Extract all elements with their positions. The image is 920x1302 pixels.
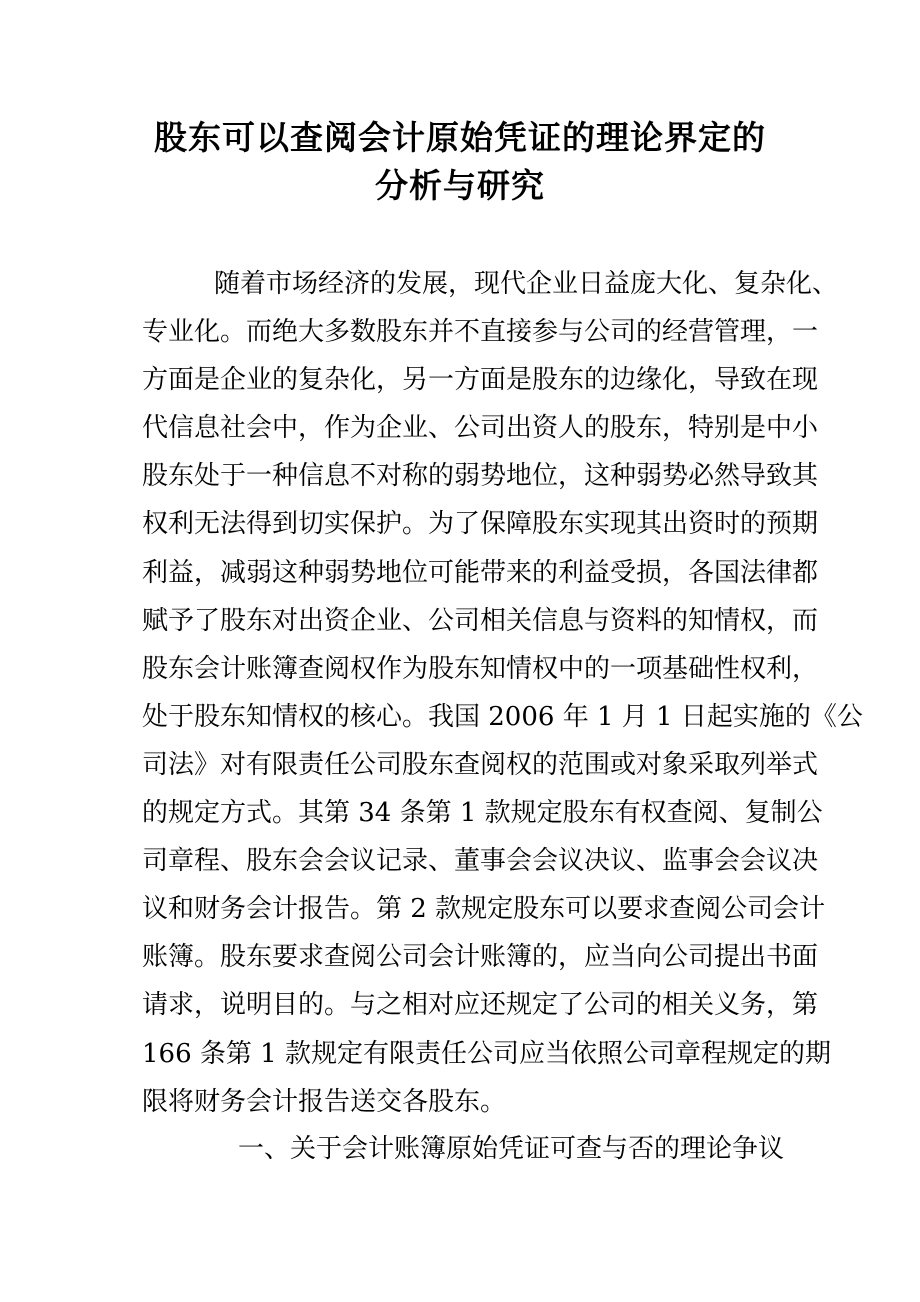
- paragraph-line: 随着市场经济的发展，现代企业日益庞大化、复杂化、: [214, 269, 839, 299]
- paragraph-line: 赋予了股东对出资企业、公司相关信息与资料的知情权，而: [142, 605, 819, 636]
- paragraph-line: 专业化。而绝大多数股东并不直接参与公司的经营管理，一: [142, 317, 819, 348]
- paragraph-line: 代信息社会中，作为企业、公司出资人的股东，特别是中小: [142, 413, 819, 444]
- paragraph-line: 请求，说明目的。与之相对应还规定了公司的相关义务，第: [142, 990, 819, 1021]
- paragraph-line: 议和财务会计报告。第 2 款规定股东可以要求查阅公司会计: [142, 894, 826, 925]
- paragraph-line: 166 条第 1 款规定有限责任公司应当依照公司章程规定的期: [142, 1038, 831, 1069]
- paragraph-line: 权利无法得到切实保护。为了保障股东实现其出资时的预期: [142, 509, 819, 540]
- paragraph-line: 的规定方式。其第 34 条第 1 款规定股东有权查阅、复制公: [142, 798, 823, 829]
- paragraph-line: 股东会计账簿查阅权作为股东知情权中的一项基础性权利，: [142, 653, 819, 684]
- body-paragraph: [142, 260, 863, 1126]
- paragraph-line: 司章程、股东会会议记录、董事会会议决议、监事会会议决: [142, 846, 819, 877]
- document-title-line-2: 分析与研究: [375, 166, 545, 205]
- paragraph-line: 限将财务会计报告送交各股东。: [142, 1086, 507, 1117]
- paragraph-line: 账簿。股东要求查阅公司会计账簿的，应当向公司提出书面: [142, 942, 819, 973]
- document-title-line-1: 股东可以查阅会计原始凭证的理论界定的: [154, 118, 766, 157]
- paragraph-line: 股东处于一种信息不对称的弱势地位，这种弱势必然导致其: [142, 461, 819, 492]
- section-heading: 一、关于会计账簿原始凭证可查与否的理论争议: [238, 1134, 785, 1164]
- paragraph-line: 司法》对有限责任公司股东查阅权的范围或对象采取列举式: [142, 749, 819, 780]
- paragraph-line: 处于股东知情权的核心。我国 2006 年 1 月 1 日起实施的《公: [142, 701, 863, 732]
- paragraph-line: 方面是企业的复杂化，另一方面是股东的边缘化，导致在现: [142, 365, 819, 396]
- paragraph-line: 利益，减弱这种弱势地位可能带来的利益受损，各国法律都: [142, 557, 819, 588]
